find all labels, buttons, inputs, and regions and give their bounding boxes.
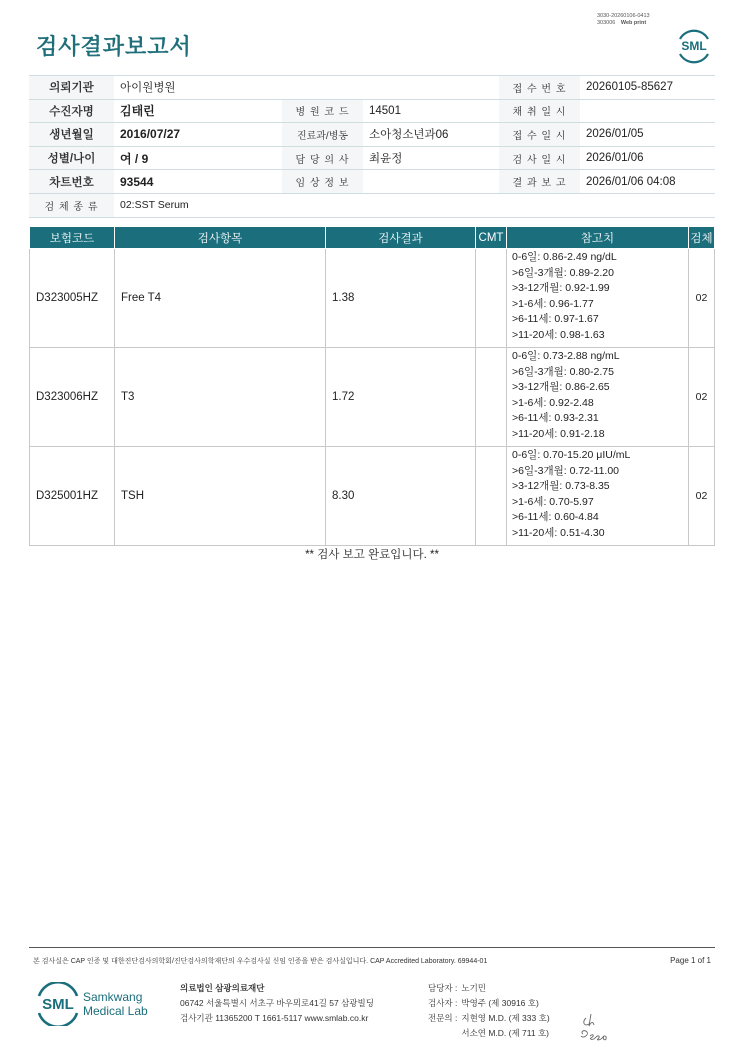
staff-name: 노기민 xyxy=(461,983,486,993)
reference-line: >6-11세: 0.60-4.84 xyxy=(512,511,599,524)
info-row xyxy=(29,193,715,217)
insurance-code: D323006HZ xyxy=(30,348,115,447)
staff-list xyxy=(428,981,550,1041)
reference-line: 0-6일: 0.70-15.20 μIU/mL xyxy=(512,449,631,461)
document-code-line2: 303006 xyxy=(597,20,616,26)
reference-line: >6-11세: 0.93-2.31 xyxy=(512,412,599,425)
reference-line: >1-6세: 0.96-1.77 xyxy=(512,297,594,310)
info-value: 김태린 xyxy=(114,99,282,123)
samkwang-logo-icon xyxy=(36,982,156,1026)
test-result: 8.30 xyxy=(326,447,476,546)
test-item: Free T4 xyxy=(115,249,326,348)
column-header: 참고치 xyxy=(507,227,689,249)
specimen-code: 02 xyxy=(689,348,715,447)
reference-range xyxy=(507,348,689,447)
info-value xyxy=(580,99,715,123)
accreditation-note: 본 검사실은 CAP 인증 및 대한진단검사의학회/진단검사의학재단의 우수검사실 신임 인증을 받은 검사실입니다. CAP Accredited Laboratory. 69944-01 xyxy=(33,958,488,965)
logo-main-text: SML xyxy=(42,996,74,1013)
info-value: 여 / 9 xyxy=(114,146,282,170)
info-value: 14501 xyxy=(363,99,499,123)
patient-info-table xyxy=(29,75,715,218)
specimen-label: 검 체 종 류 xyxy=(29,193,114,217)
reference-line: >6일-3개월: 0.80-2.75 xyxy=(512,365,614,378)
column-header: 검사항목 xyxy=(115,227,326,249)
test-item: T3 xyxy=(115,348,326,447)
info-label: 접 수 일 시 xyxy=(499,123,580,147)
info-row xyxy=(29,123,715,147)
info-label: 생년월일 xyxy=(29,123,114,147)
organization-info xyxy=(180,981,374,1026)
test-result: 1.38 xyxy=(326,249,476,348)
org-name: 의료법인 삼광의료재단 xyxy=(180,983,265,993)
info-label: 결 과 보 고 xyxy=(499,170,580,194)
staff-name: 지현영 M.D. (제 333 호) xyxy=(461,1013,550,1023)
page-title: 검사결과보고서 xyxy=(36,34,192,59)
reference-line: >1-6세: 0.70-5.97 xyxy=(512,495,594,508)
info-value: 소아청소년과06 xyxy=(363,123,499,147)
staff-name: 박영주 (제 30916 호) xyxy=(461,998,539,1008)
result-row xyxy=(30,447,715,546)
insurance-code: D325001HZ xyxy=(30,447,115,546)
info-label: 수진자명 xyxy=(29,99,114,123)
info-label: 병 원 코 드 xyxy=(282,99,363,123)
specimen-code: 02 xyxy=(689,447,715,546)
reference-line: 0-6일: 0.86-2.49 ng/dL xyxy=(512,251,617,263)
info-row xyxy=(29,76,715,100)
insurance-code: D323005HZ xyxy=(30,249,115,348)
reference-line: >11-20세: 0.51-4.30 xyxy=(512,526,605,539)
logo-line1: Samkwang xyxy=(83,990,143,1004)
test-item: TSH xyxy=(115,447,326,546)
info-row xyxy=(29,99,715,123)
document-code-line1: 3030-20260106-0413 xyxy=(597,13,650,19)
info-row xyxy=(29,146,715,170)
comment xyxy=(476,249,507,348)
sml-logo-text: SML xyxy=(681,39,707,53)
reference-range xyxy=(507,447,689,546)
info-label xyxy=(282,76,363,100)
report-complete-text: ** 검사 보고 완료입니다. ** xyxy=(305,549,439,561)
info-value: 아이원병원 xyxy=(114,76,282,100)
web-print-tag: Web print xyxy=(620,20,647,26)
info-value: 최윤정 xyxy=(363,146,499,170)
org-contact: 검사기관 11365200 T 1661-5117 www.smlab.co.kr xyxy=(180,1013,369,1023)
column-header: CMT xyxy=(476,227,507,249)
info-value: 20260105-85627 xyxy=(580,76,715,100)
reference-line: >3-12개월: 0.92-1.99 xyxy=(512,282,610,295)
staff-name: 서소연 M.D. (제 711 호) xyxy=(461,1028,550,1038)
comment xyxy=(476,447,507,546)
info-row xyxy=(29,170,715,194)
info-value xyxy=(363,76,499,100)
reference-line: >11-20세: 0.98-1.63 xyxy=(512,328,605,341)
column-header: 검체 xyxy=(689,227,715,249)
info-label: 성별/나이 xyxy=(29,146,114,170)
staff-role: 검사자 : xyxy=(428,998,458,1008)
info-label: 채 취 일 시 xyxy=(499,99,580,123)
info-label: 의뢰기관 xyxy=(29,76,114,100)
specimen-code: 02 xyxy=(689,249,715,348)
info-value: 2026/01/06 04:08 xyxy=(580,170,715,194)
reference-line: >3-12개월: 0.73-8.35 xyxy=(512,480,610,493)
logo-line2: Medical Lab xyxy=(83,1004,148,1018)
reference-line: 0-6일: 0.73-2.88 ng/mL xyxy=(512,350,620,362)
info-label: 임 상 정 보 xyxy=(282,170,363,194)
result-table xyxy=(29,226,715,546)
info-label: 접 수 번 호 xyxy=(499,76,580,100)
signature-icon xyxy=(580,1008,630,1042)
staff-role: 전문의 : xyxy=(428,1013,458,1023)
info-value xyxy=(363,170,499,194)
result-header-row xyxy=(30,227,715,249)
info-value: 2026/01/06 xyxy=(580,146,715,170)
footer-divider xyxy=(29,947,715,948)
staff-role: 담당자 : xyxy=(428,983,458,993)
sml-logo-icon xyxy=(674,26,714,66)
org-address: 06742 서울특별시 서초구 바우뫼로41길 57 삼광빌딩 xyxy=(180,998,374,1008)
result-row xyxy=(30,348,715,447)
info-label: 차트번호 xyxy=(29,170,114,194)
info-value: 2026/01/05 xyxy=(580,123,715,147)
reference-line: >6일-3개월: 0.89-2.20 xyxy=(512,266,614,279)
reference-line: >11-20세: 0.91-2.18 xyxy=(512,427,605,440)
test-result: 1.72 xyxy=(326,348,476,447)
reference-line: >3-12개월: 0.86-2.65 xyxy=(512,381,610,394)
info-label: 검 사 일 시 xyxy=(499,146,580,170)
result-row xyxy=(30,249,715,348)
info-label: 진료과/병동 xyxy=(282,123,363,147)
column-header: 검사결과 xyxy=(326,227,476,249)
specimen-value: 02:SST Serum xyxy=(114,193,715,217)
reference-range xyxy=(507,249,689,348)
info-value: 93544 xyxy=(114,170,282,194)
column-header: 보험코드 xyxy=(30,227,115,249)
reference-line: >6일-3개월: 0.72-11.00 xyxy=(512,464,619,477)
reference-line: >6-11세: 0.97-1.67 xyxy=(512,313,599,326)
staff-role xyxy=(428,1026,461,1041)
info-label: 담 당 의 사 xyxy=(282,146,363,170)
info-value: 2016/07/27 xyxy=(114,123,282,147)
reference-line: >1-6세: 0.92-2.48 xyxy=(512,396,594,409)
page-number: Page 1 of 1 xyxy=(670,956,711,965)
comment xyxy=(476,348,507,447)
document-code xyxy=(597,13,667,27)
